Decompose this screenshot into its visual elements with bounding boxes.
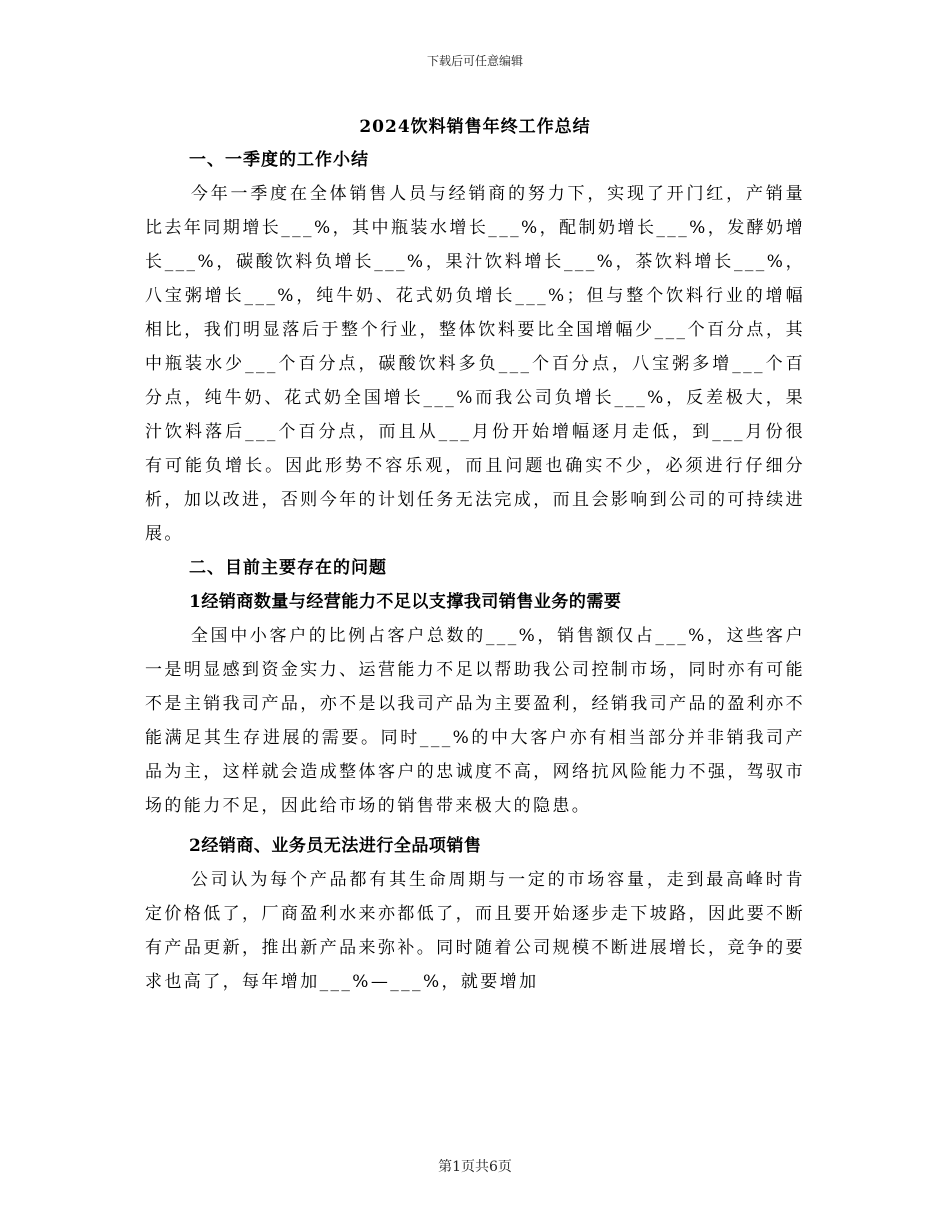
section2-heading: 二、目前主要存在的问题 xyxy=(189,558,387,578)
section1-heading: 一、一季度的工作小结 xyxy=(189,150,369,170)
page-footer-pagination: 第1页共6页 xyxy=(438,1159,512,1175)
subsection2-paragraph: 公司认为每个产品都有其生命周期与一定的市场容量，走到最高峰时肯定价格低了，厂商盈利水来亦都低了，而且要开始逐步走下坡路，因此要不断有产品更新，推出新产品来弥补。同时随着公司规模不断进展增长，竞争的要求也高了，每年增加___%—___%，就要增加 xyxy=(145,870,805,992)
page-header-note: 下载后可任意编辑 xyxy=(426,54,523,68)
document-body xyxy=(145,112,805,999)
subsection2-heading: 2经销商、业务员无法进行全品项销售 xyxy=(189,836,482,856)
subsection1-heading: 1经销商数量与经营能力不足以支撑我司销售业务的需要 xyxy=(189,592,622,612)
section1-paragraph: 今年一季度在全体销售人员与经销商的努力下，实现了开门红，产销量比去年同期增长___%，其中瓶装水增长___%，配制奶增长___%，发酵奶增长___%，碳酸饮料负增长___%，果汁饮料增长___%，茶饮料增长___%，八宝粥增长___%，纯牛奶、花式奶负增长___%；但与整个饮料行业的增幅相比，我们明显落后于整个行业，整体饮料要比全国增幅少___个百分点，其中瓶装水少___个百分点，碳酸饮料多负___个百分点，八宝粥多增___个百分点，纯牛奶、花式奶全国增长___%而我公司负增长___%，反差极大，果汁饮料落后___个百分点，而且从___月份开始增幅逐月走低，到___月份很有可能负增长。因此形势不容乐观，而且问题也确实不少，必须进行仔细分析，加以改进，否则今年的计划任务无法完成，而且会影响到公司的可持续进展。 xyxy=(145,184,805,544)
subsection1-paragraph: 全国中小客户的比例占客户总数的___%，销售额仅占___%，这些客户一是明显感到资金实力、运营能力不足以帮助我公司控制市场，同时亦有可能不是主销我司产品，亦不是以我司产品为主要盈利，经销我司产品的盈利亦不能满足其生存进展的需要。同时___%的中大客户亦有相当部分并非销我司产品为主，这样就会造成整体客户的忠诚度不高，网络抗风险能力不强，驾驭市场的能力不足，因此给市场的销售带来极大的隐患。 xyxy=(145,626,805,816)
document-title: 2024饮料销售年终工作总结 xyxy=(359,117,591,137)
